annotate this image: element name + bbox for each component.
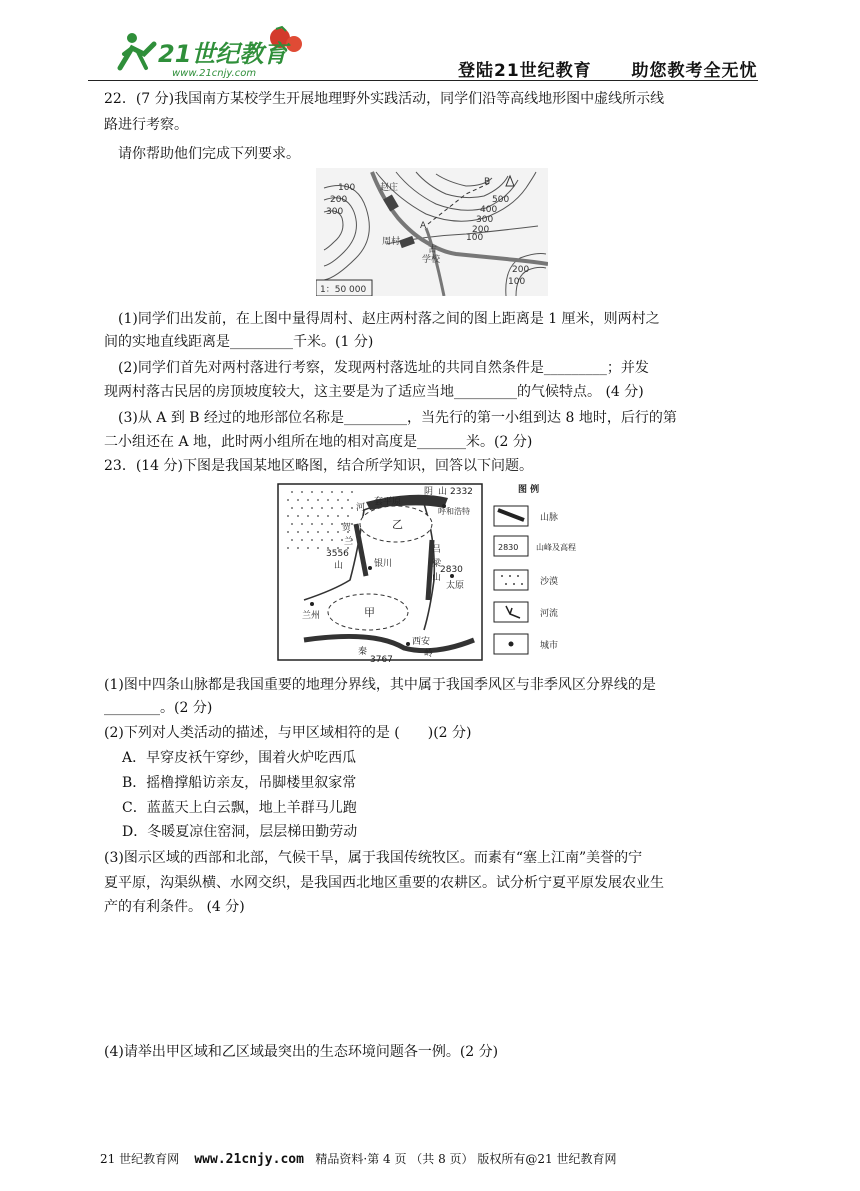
q23-option: D．冬暖夏凉住窑洞，层层梯田勤劳动 <box>122 824 358 840</box>
map-label: 学校 <box>422 255 441 265</box>
q22-p1a: (1)同学们出发前，在上图中量得周村、赵庄两村落之间的图上距离是 1 厘米，则两村之 <box>118 311 660 327</box>
map-scale: 1：50 000 <box>320 285 367 295</box>
q22-line2: 路进行考察。 <box>104 117 188 133</box>
contour-map <box>316 168 548 296</box>
footer-site: 21 世纪教育网 <box>100 1152 180 1166</box>
q22-p1b: 间的实地直线距离是_________千米。(1 分) <box>104 334 374 350</box>
header-rule <box>88 80 758 81</box>
page-footer <box>100 1150 616 1167</box>
legend-label: 城市 <box>540 641 559 651</box>
q23-p4: (4)请举出甲区域和乙区域最突出的生态环境问题各一例。(2 分) <box>104 1044 499 1060</box>
q22-p2b: 现两村落古民居的房顶坡度较大，这主要是为了适应当地_________的气候特点。 (4 分) <box>104 384 644 400</box>
q23-p3b: 夏平原，沟渠纵横、水网交织，是我国西北地区重要的农耕区。试分析宁夏平原发展农业生 <box>104 875 664 891</box>
q22-p3a: (3)从 A 到 B 经过的地形部位名称是_________，当先行的第一小组到达 8 地时，后行的第 <box>118 410 677 426</box>
map-label: 200 <box>512 265 530 275</box>
map-label: 银川 <box>374 559 393 569</box>
map-label: 300 <box>476 215 494 225</box>
map-label: 呼和浩特 <box>438 507 470 516</box>
q23-option: A．早穿皮袄午穿纱，围着火炉吃西瓜 <box>122 750 357 766</box>
map-label: 3556 <box>326 549 349 559</box>
map-label: 河 <box>356 503 366 513</box>
runner-icon <box>120 33 154 68</box>
city-dot <box>406 642 410 646</box>
map-label: 梁 <box>432 559 442 569</box>
slogan-right: 助您教考全无忧 <box>631 61 758 81</box>
map-label: 2332 <box>450 487 473 497</box>
map-label: 兰 <box>344 537 354 547</box>
map-label: 周村 <box>382 237 401 247</box>
q23-p3c: 产的有利条件。 (4 分) <box>104 899 245 915</box>
q23-option: B．摇橹撑船访亲友，吊脚楼里叙家常 <box>122 775 357 791</box>
map-label: 套平原 <box>374 497 402 507</box>
city-dot <box>310 602 314 606</box>
map-label: 3767 <box>370 655 393 664</box>
q22-line1: 22．(7 分)我国南方某校学生开展地理野外实践活动，同学们沿等高线地形图中虚线所示线 <box>104 91 665 107</box>
map-label: 赵庄 <box>380 183 399 193</box>
slogan-left: 登陆21世纪教育 <box>458 61 592 81</box>
map-label: 太原 <box>446 581 465 591</box>
map-label: 秦 <box>358 647 368 657</box>
map-label: 乙 <box>392 518 403 531</box>
map-label: 300 <box>326 207 344 217</box>
zhoucun-village <box>399 236 415 248</box>
map-label: B <box>484 177 491 187</box>
q23-p3a: (3)图示区域的西部和北部，气候干旱，属于我国传统牧区。而素有“塞上江南”美誉的宁 <box>104 850 643 866</box>
map-label: 山 <box>334 561 344 571</box>
site-logo <box>110 24 310 80</box>
city-dot <box>368 566 372 570</box>
map-label: 2830 <box>440 565 463 575</box>
map-label: 古 <box>428 245 438 255</box>
map-label: 200 <box>472 225 490 235</box>
logo-text: 21世纪教育 <box>158 40 288 68</box>
map-label: 100 <box>466 233 484 243</box>
map-label: 吕 <box>432 545 442 555</box>
q23-line1: 23．(14 分)下图是我国某地区略图，结合所学知识，回答以下问题。 <box>104 458 534 474</box>
map-label: 阴 <box>424 487 434 497</box>
city-icon <box>509 642 514 647</box>
header-slogan <box>458 56 758 81</box>
map-label: 400 <box>480 205 498 215</box>
legend-title: 图 例 <box>518 485 540 495</box>
footer-url[interactable]: www.21cnjy.com <box>194 1152 304 1167</box>
map-label: 贺 <box>342 523 352 533</box>
map-label: 西安 <box>412 637 431 647</box>
river <box>372 172 548 264</box>
q23-p2: (2)下列对人类活动的描述，与甲区域相符的是 ( )(2 分) <box>104 725 472 741</box>
legend-swatch-desert <box>494 570 528 590</box>
map-label: 500 <box>492 195 510 205</box>
q22-line3: 请你帮助他们完成下列要求。 <box>118 146 300 162</box>
legend-label: 山脉 <box>540 513 559 523</box>
map-label: 100 <box>338 183 356 193</box>
footer-info: 精品资料·第 4 页 （共 8 页） 版权所有@21 世纪教育网 <box>315 1152 617 1166</box>
map-label: 山 <box>432 573 442 583</box>
map-label: 兰州 <box>302 611 321 621</box>
map-label: A <box>420 221 427 231</box>
legend-label: 河流 <box>540 609 559 619</box>
legend-label: 山峰及高程 <box>536 543 576 552</box>
map-label: 岭 <box>424 649 434 659</box>
logo-url: www.21cnjy.com <box>172 68 257 79</box>
legend-peak-value: 2830 <box>498 543 519 552</box>
map-label: 甲 <box>364 606 375 619</box>
map-label: 山 <box>438 487 448 497</box>
q23-p1b: ________。(2 分) <box>104 700 213 716</box>
map-label: 200 <box>330 195 348 205</box>
q23-option: C．蓝蓝天上白云飘，地上羊群马儿跑 <box>122 800 357 816</box>
legend-label: 沙漠 <box>540 577 559 587</box>
map-label: 100 <box>508 277 526 287</box>
q22-p3b: 二小组还在 A 地，此时两小组所在地的相对高度是_______米。(2 分) <box>104 434 533 450</box>
q22-p2a: (2)同学们首先对两村落进行考察，发现两村落选址的共同自然条件是_________；并发 <box>118 360 649 376</box>
region-map <box>274 480 588 664</box>
q23-p1a: (1)图中四条山脉都是我国重要的地理分界线，其中属于我国季风区与非季风区分界线的是 <box>104 677 656 693</box>
